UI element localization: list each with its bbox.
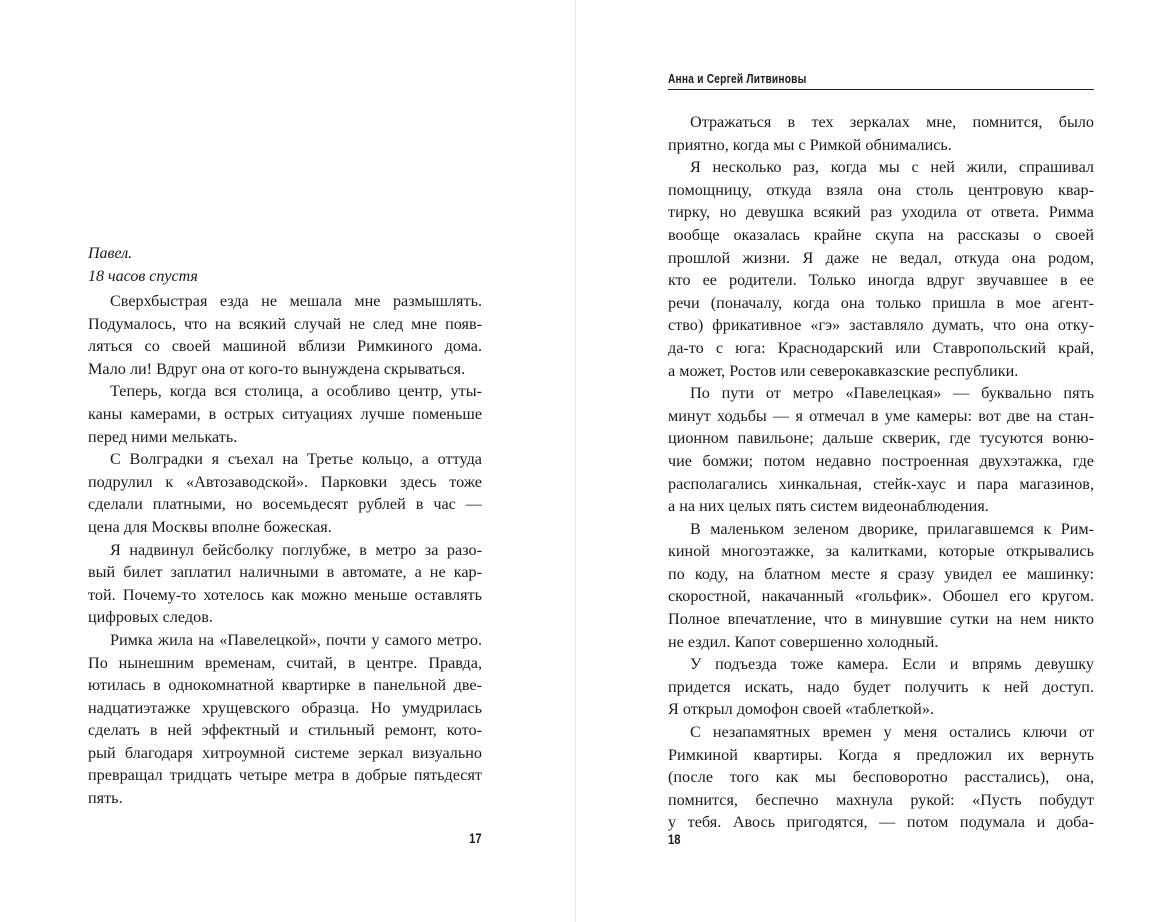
- paragraph: [88, 290, 482, 380]
- text-line: у тебя. Авось пригодятся, — потом подумала и доба-: [668, 813, 1094, 832]
- text-line: Сверхбыстрая езда не мешала мне размышлять.: [110, 292, 482, 310]
- text-line: цена для Москвы вполне божеская.: [88, 517, 332, 536]
- page-number: 17: [469, 830, 482, 846]
- text-line: ционном павильоне; дальше скверик, где тусуются воню-: [668, 429, 1094, 448]
- page-number: 18: [668, 831, 681, 847]
- text-line: По нынешним временам, считай, в центре. Правда,: [88, 653, 482, 672]
- paragraph: [88, 448, 482, 538]
- running-header: Анна и Сергей Литвиновы: [668, 71, 807, 86]
- text-line: тирку, но девушка всякий раз уходила от ответа. Римма: [668, 203, 1094, 222]
- text-line: С Волградки я съехал на Третье кольцо, а оттуда: [110, 450, 482, 469]
- text-line: Я открыл домофон своей «таблеткой».: [668, 700, 934, 719]
- text-line: по коду, на блатном месте я сразу увидел ее машинку:: [668, 564, 1094, 583]
- text-line: придется искать, надо будет получить к ней доступ.: [668, 677, 1094, 696]
- book-gutter: [575, 0, 576, 922]
- text-line: По пути от метро «Павелецкая» — буквально пять: [690, 384, 1094, 403]
- text-line: речи (поначалу, когда она только пришла в мое агент-: [668, 293, 1094, 312]
- text-line: (после того как мы бесповоротно расстались), она,: [668, 768, 1094, 787]
- text-line: чие бомжи; потом недавно построенная двухэтажка, где: [668, 451, 1094, 470]
- text-line: пять.: [88, 789, 123, 808]
- paragraph: [668, 653, 1094, 721]
- text-line: располагались хинкальная, стейк-хаус и пара магазинов,: [668, 474, 1094, 493]
- text-line: С незапамятных времен у меня остались ключи от: [690, 723, 1094, 742]
- text-line: сделали платными, но восемьдесят рублей в час —: [88, 495, 482, 514]
- text-line: киной многоэтажке, за калитками, которые открывались: [668, 542, 1094, 561]
- right-page: [668, 0, 1094, 922]
- text-line: помощницу, откуда взяла она столь центровую квар-: [668, 180, 1094, 199]
- text-line: Отражаться в тех зеркалах мне, помнится, было: [690, 113, 1094, 131]
- left-page-body: [88, 290, 482, 810]
- text-line: ютилась в однокомнатной квартирке в панельной две-: [88, 676, 482, 695]
- header-rule: [668, 89, 1094, 90]
- text-line: а на них целых пять систем видеонаблюдения.: [668, 497, 989, 516]
- text-line: минут ходьбы — я отмечал в уме камеры: вот две на стан-: [668, 406, 1094, 425]
- text-line: Я надвинул бейсболку поглубже, в метро за разо-: [110, 540, 482, 559]
- paragraph: [88, 539, 482, 629]
- paragraph: [88, 380, 482, 448]
- text-line: сделать в ней эффектный и стильный ремонт, кото-: [88, 721, 482, 740]
- text-line: прошлой жизни. Я даже не ведал, откуда она родом,: [668, 248, 1094, 267]
- text-line: рый благодаря хитроумной системе зеркал визуально: [88, 743, 482, 762]
- text-line: вообще оказалась крайне скупа на рассказы о своей: [668, 225, 1094, 244]
- paragraph: [668, 721, 1094, 834]
- text-line: той. Почему-то хотелось как можно меньше оставлять: [88, 585, 482, 604]
- text-line: Римкиной квартиры. Когда я предложил их вернуть: [668, 745, 1094, 764]
- text-line: кто ее родители. Только иногда вдруг звучавшее в ее: [668, 271, 1094, 290]
- paragraph: [88, 629, 482, 810]
- text-line: подрулил к «Автозаводской». Парковки здесь тоже: [88, 472, 482, 491]
- text-line: превращал тридцать четыре метра в добрые пятьдесят: [88, 766, 482, 785]
- heading-name: Павел.: [88, 245, 133, 262]
- paragraph: [668, 156, 1094, 382]
- text-line: скоростной, накачанный «гольфик». Обошел его кругом.: [668, 587, 1094, 606]
- text-line: ство) фрикативное «гэ» заставляло думать, что она отку-: [668, 316, 1094, 335]
- paragraph: [668, 382, 1094, 518]
- text-line: У подъезда тоже камера. Если и впрямь девушку: [690, 655, 1094, 674]
- heading-time: 18 часов спустя: [88, 267, 198, 285]
- text-line: каны камерами, в острых ситуациях лучше поменьше: [88, 404, 482, 423]
- text-line: помнится, беспечно махнула рукой: «Пусть побудут: [668, 790, 1094, 809]
- text-line: Теперь, когда вся столица, а особливо центр, уты-: [110, 382, 482, 401]
- text-line: Римка жила на «Павелецкой», почти у самого метро.: [110, 630, 482, 649]
- text-line: надцатиэтажке хрущевского образца. Но умудрилась: [88, 698, 482, 717]
- text-line: цифровых следов.: [88, 608, 213, 627]
- text-line: да-то с юга: Краснодарский или Ставропольский край,: [668, 338, 1094, 357]
- text-line: а может, Ростов или северокавказские республики.: [668, 361, 1019, 380]
- section-heading: [88, 243, 198, 288]
- paragraph: [668, 111, 1094, 156]
- right-page-body: [668, 111, 1094, 834]
- text-line: Я несколько раз, когда мы с ней жили, спрашивал: [690, 158, 1094, 177]
- text-line: вый билет заплатил наличными в автомате, а не кар-: [88, 563, 482, 582]
- text-line: не ездил. Капот совершенно холодный.: [668, 632, 939, 651]
- text-line: ляться со своей машиной вблизи Римкиного дома.: [88, 337, 482, 356]
- paragraph: [668, 518, 1094, 654]
- text-line: перед ними мелькать.: [88, 427, 238, 446]
- left-page: [88, 0, 482, 922]
- text-line: В маленьком зеленом дворике, прилагавшемся к Рим-: [690, 519, 1094, 538]
- text-line: Мало ли! Вдруг она от кого-то вынуждена скрываться.: [88, 359, 466, 378]
- text-line: приятно, когда мы с Римкой обнимались.: [668, 135, 952, 154]
- text-line: Подумалось, что на всякий случай не след мне появ-: [88, 314, 482, 333]
- text-line: Полное впечатление, что в минувшие сутки на нем никто: [668, 610, 1094, 629]
